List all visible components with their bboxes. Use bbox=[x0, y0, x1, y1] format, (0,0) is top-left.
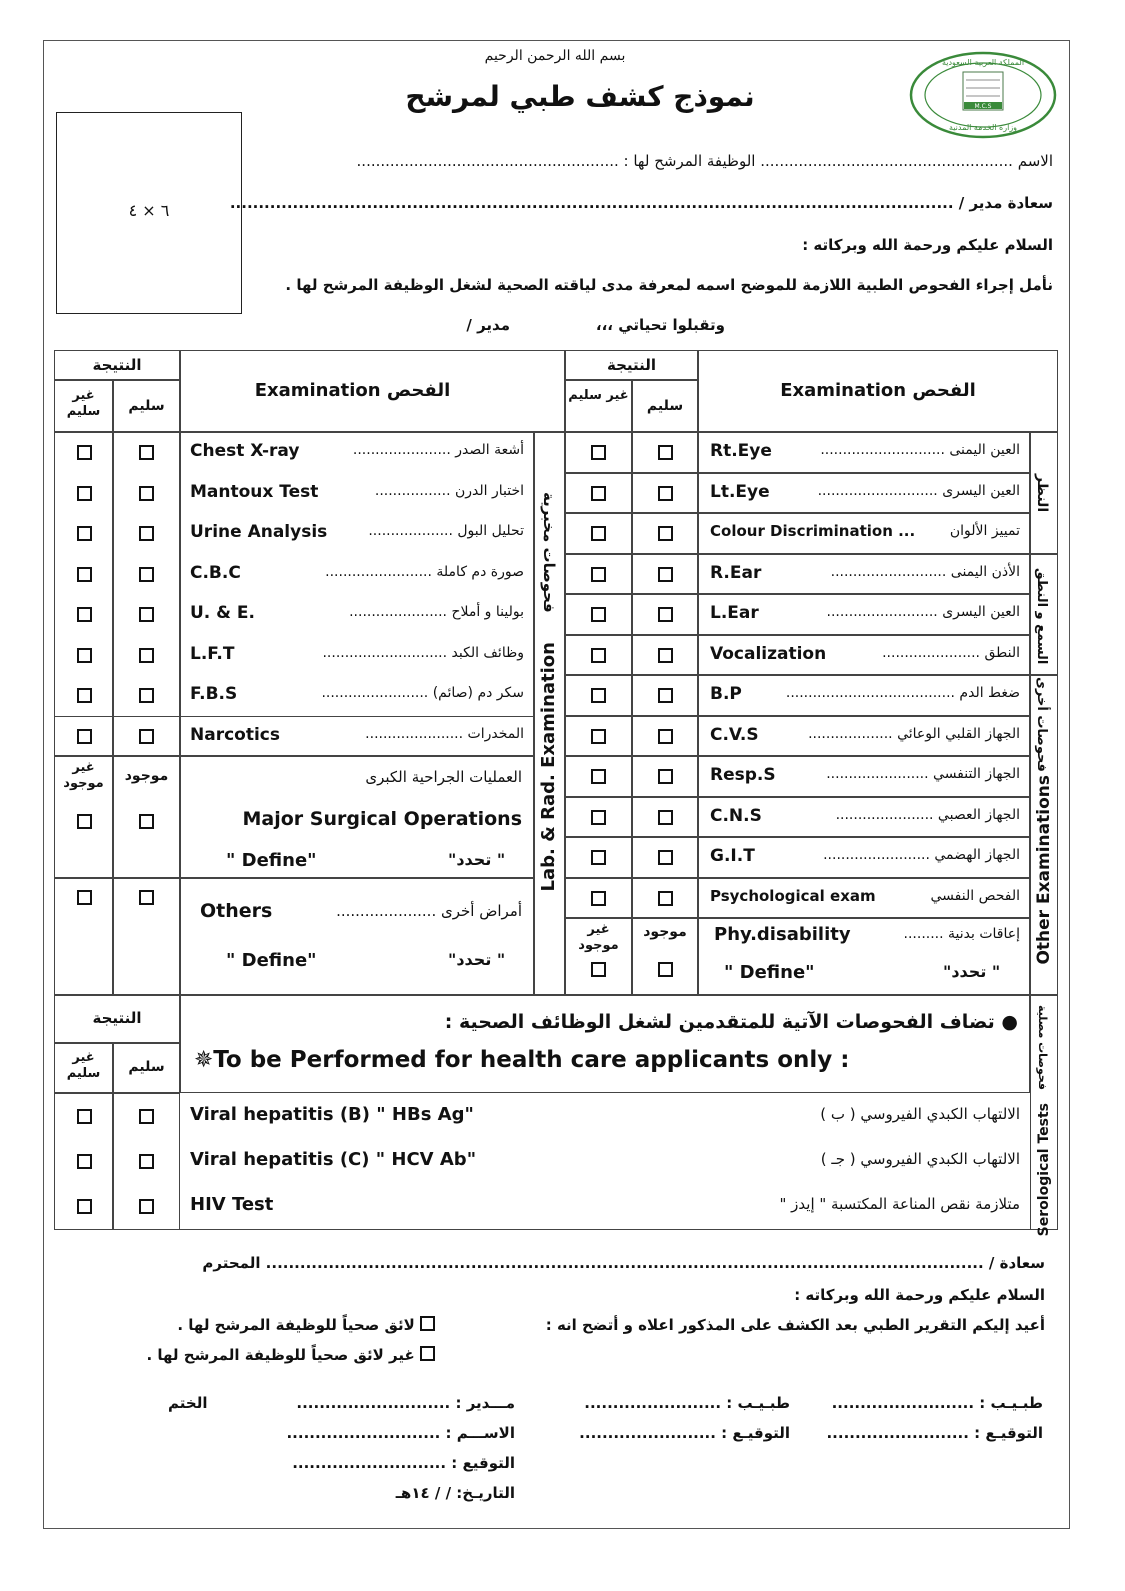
right-abnormal-checkbox[interactable] bbox=[591, 810, 606, 825]
left-result-label: النتيجة bbox=[92, 356, 142, 374]
doctor1-field[interactable]: طبـيـب : ......................... bbox=[831, 1394, 1043, 1412]
surgery-present-checkbox[interactable] bbox=[139, 814, 154, 829]
right-exam-ar: الجهاز العصبي ...................... bbox=[835, 806, 1020, 823]
right-exam-en: Lt.Eye bbox=[710, 481, 770, 502]
surgery-absent-label: غير موجود bbox=[63, 760, 104, 791]
left-exam-en: Chest X-ray bbox=[190, 441, 300, 461]
left-abnormal-label: غير سليم bbox=[66, 388, 101, 419]
sero-abnormal-checkbox[interactable] bbox=[77, 1199, 92, 1214]
right-normal-checkbox[interactable] bbox=[658, 688, 673, 703]
serology-side-label: Serological Tests bbox=[1036, 1103, 1052, 1237]
sero-heading-ar: ● تضاف الفحوصات الآتية للمتقدمين لشغل الوظائف الصحية : bbox=[444, 1011, 1018, 1033]
right-exam-ar: الجهاز التنفسي ....................... bbox=[826, 766, 1020, 782]
right-abnormal-label: غير سليم bbox=[568, 388, 629, 403]
right-abnormal-checkbox[interactable] bbox=[591, 769, 606, 784]
director-sign: مدير / bbox=[466, 316, 510, 334]
other-label-ar: فحوصات أخرى bbox=[1034, 677, 1049, 772]
right-exam-ar: العين اليسرى ......................... bbox=[826, 604, 1020, 620]
right-normal-checkbox[interactable] bbox=[658, 526, 673, 541]
date-field[interactable]: التاريـخ: / / ١٤هـ bbox=[395, 1484, 515, 1502]
left-col-exam bbox=[180, 432, 534, 756]
sign2-field[interactable]: التوقيـع : ........................ bbox=[579, 1424, 790, 1442]
right-normal-checkbox[interactable] bbox=[658, 769, 673, 784]
right-exam-en: G.I.T bbox=[710, 846, 755, 866]
left-exam-ar: سكر دم (صائم) ........................ bbox=[321, 685, 524, 701]
right-exam-ar: الجهاز القلبي الوعائي ................... bbox=[808, 725, 1020, 742]
right-exam-en: Psychological exam bbox=[710, 886, 876, 905]
right-exam-label: Examination الفحص bbox=[780, 380, 976, 401]
left-exam-label: Examination الفحص bbox=[254, 380, 451, 401]
right-exam-en: C.V.S bbox=[710, 724, 759, 745]
fit-label: لائق صحياً للوظيفة المرشح لها . bbox=[177, 1316, 415, 1334]
disability-define-en: " Define" bbox=[724, 962, 815, 983]
right-exam-ar: الجهاز الهضمي ........................ bbox=[823, 847, 1020, 863]
fit-option[interactable] bbox=[177, 1316, 435, 1334]
left-col-nrm bbox=[113, 432, 180, 756]
right-exam-ar: الفحص النفسي bbox=[930, 887, 1020, 904]
sero-normal-checkbox[interactable] bbox=[139, 1154, 154, 1169]
sero-test-en: Viral hepatitis (C) " HCV Ab" bbox=[190, 1149, 477, 1170]
unfit-option[interactable] bbox=[146, 1346, 435, 1364]
photo-size-label: ٦ × ٤ bbox=[128, 201, 170, 220]
left-exam-en: F.B.S bbox=[190, 684, 238, 704]
stamp-label: الختم bbox=[168, 1394, 208, 1412]
disability-present-checkbox[interactable] bbox=[658, 962, 673, 977]
sero-normal-checkbox[interactable] bbox=[139, 1199, 154, 1214]
svg-text:وزارة الخدمة المدنية: وزارة الخدمة المدنية bbox=[948, 123, 1018, 132]
right-abnormal-checkbox[interactable] bbox=[591, 567, 606, 582]
right-normal-checkbox[interactable] bbox=[658, 567, 673, 582]
right-exam-ar: ضغط الدم ...................................... bbox=[785, 685, 1020, 701]
right-normal-checkbox[interactable] bbox=[658, 445, 673, 460]
right-normal-checkbox[interactable] bbox=[658, 729, 673, 744]
others-define-ar: " تحدد" bbox=[448, 950, 506, 969]
left-exam-en: L.F.T bbox=[190, 643, 235, 664]
right-exam-en: Resp.S bbox=[710, 765, 776, 785]
right-abnormal-checkbox[interactable] bbox=[591, 688, 606, 703]
sero-heading-en: ✵To be Performed for health care applicants only : bbox=[194, 1047, 850, 1073]
surgery-define-ar: " تحدد" bbox=[448, 850, 506, 869]
sero-test-ar: الالتهاب الكبدي الفيروسي ( ب ) bbox=[820, 1105, 1020, 1123]
right-abnormal-checkbox[interactable] bbox=[591, 526, 606, 541]
serology-side-label-ar: فحوصات مصلية bbox=[1036, 1005, 1049, 1090]
right-exam-en: C.N.S bbox=[710, 805, 762, 826]
right-exam-ar: تمييز الألوان bbox=[949, 523, 1020, 539]
right-abnormal-checkbox[interactable] bbox=[591, 607, 606, 622]
others-ar: أمراض أخرى ..................... bbox=[336, 902, 522, 920]
sero-result-label: النتيجة bbox=[92, 1009, 142, 1027]
left-exam-ar: بولينا و أملاح ...................... bbox=[349, 604, 524, 620]
surgery-en: Major Surgical Operations bbox=[242, 808, 522, 830]
left-exam-ar: صورة دم كاملة ........................ bbox=[325, 563, 524, 580]
right-normal-checkbox[interactable] bbox=[658, 607, 673, 622]
right-exam-ar: الأذن اليمنى .......................... bbox=[830, 563, 1020, 580]
sero-abnormal-label: غير سليم bbox=[66, 1050, 101, 1081]
regards: وتقبلوا تحياتي ،،، bbox=[595, 316, 725, 334]
sero-test-ar: الالتهاب الكبدي الفيروسي ( جـ ) bbox=[820, 1150, 1020, 1168]
footer-address[interactable]: سعادة / .............................................................................................................................. المحترم bbox=[202, 1254, 1045, 1272]
right-exam-ar: العين اليمنى ............................ bbox=[820, 442, 1020, 458]
unfit-checkbox[interactable] bbox=[420, 1346, 435, 1361]
right-exam-ar: العين اليسرى ........................... bbox=[817, 482, 1020, 499]
left-exam-ar: تحليل البول ................... bbox=[368, 523, 524, 539]
right-abnormal-checkbox[interactable] bbox=[591, 648, 606, 663]
right-normal-checkbox[interactable] bbox=[658, 486, 673, 501]
other-label-en: Other Examinations bbox=[1034, 775, 1054, 965]
right-abnormal-checkbox[interactable] bbox=[591, 850, 606, 865]
photo-box[interactable] bbox=[56, 112, 242, 314]
right-abnormal-checkbox[interactable] bbox=[591, 891, 606, 906]
others-en: Others bbox=[200, 900, 273, 922]
right-exam-en: L.Ear bbox=[710, 603, 759, 623]
manager-name-field[interactable]: الاســـم : ........................... bbox=[286, 1424, 515, 1442]
others-normal-checkbox[interactable] bbox=[139, 890, 154, 905]
name-field-line[interactable]: الاسم ..................................................... الوظيفة المرشح لها : ....................................................... bbox=[356, 152, 1053, 170]
right-normal-checkbox[interactable] bbox=[658, 850, 673, 865]
sero-test-ar: متلازمة نقص المناعة المكتسبة " إيدز " bbox=[779, 1195, 1020, 1213]
left-exam-en: Narcotics bbox=[190, 724, 280, 745]
request-text: نأمل إجراء الفحوص الطبية اللازمة للموضح اسمه لمعرفة مدى لياقته الصحية لشغل الوظيفة المرشح لها . bbox=[285, 276, 1053, 294]
right-exam-en: Vocalization bbox=[710, 643, 827, 664]
sero-normal-checkbox[interactable] bbox=[139, 1109, 154, 1124]
sero-normal-label: سليم bbox=[128, 1059, 165, 1075]
sero-test-en: Viral hepatitis (B) " HBs Ag" bbox=[190, 1104, 474, 1125]
right-normal-checkbox[interactable] bbox=[658, 648, 673, 663]
svg-text:M.C.S: M.C.S bbox=[974, 103, 992, 110]
right-abnormal-checkbox[interactable] bbox=[591, 486, 606, 501]
svg-text:المملكة العربية السعودية: المملكة العربية السعودية bbox=[941, 58, 1025, 67]
right-result-label: النتيجة bbox=[606, 356, 657, 374]
surgery-define-en: " Define" bbox=[226, 850, 317, 871]
lab-section-label: Lab. & Rad. Examination bbox=[538, 642, 559, 892]
sero-abnormal-checkbox[interactable] bbox=[77, 1154, 92, 1169]
surgery-ar: العمليات الجراحية الكبرى bbox=[365, 768, 522, 786]
fit-checkbox[interactable] bbox=[420, 1316, 435, 1331]
director-line[interactable]: سعادة مدير / ............................................................................................................................... bbox=[229, 194, 1053, 212]
footer-greeting: السلام عليكم ورحمة الله وبركاته : bbox=[794, 1286, 1045, 1304]
basmala: بسم الله الرحمن الرحيم bbox=[484, 48, 626, 64]
left-exam-ar: اختبار الدرن ................. bbox=[374, 482, 524, 499]
right-abnormal-checkbox[interactable] bbox=[591, 445, 606, 460]
left-col-abn bbox=[54, 432, 113, 756]
disability-define-ar: " تحدد" bbox=[943, 962, 1001, 981]
vision-label: النظر bbox=[1034, 474, 1050, 513]
sero-test-en: HIV Test bbox=[190, 1194, 274, 1215]
right-abnormal-checkbox[interactable] bbox=[591, 729, 606, 744]
right-exam-ar: النطق ...................... bbox=[882, 644, 1020, 661]
left-exam-ar: المخدرات ...................... bbox=[365, 725, 524, 742]
lab-section-label-ar: فحوصات مخبرية bbox=[540, 492, 558, 613]
sign1-field[interactable]: التوقيـع : ......................... bbox=[826, 1424, 1043, 1442]
right-exam-en: Colour Discrimination ... bbox=[710, 522, 916, 540]
disability-present-label: موجود bbox=[643, 924, 687, 940]
disability-ar: إعاقات بدنية ......... bbox=[903, 926, 1020, 942]
manager-sign-field[interactable]: التوقيع : ........................... bbox=[292, 1454, 515, 1472]
greeting: السلام عليكم ورحمة الله وبركاته : bbox=[802, 236, 1053, 254]
page-title: نموذج كشف طبي لمرشح bbox=[405, 80, 755, 113]
left-exam-en: Mantoux Test bbox=[190, 481, 319, 502]
left-normal-label: سليم bbox=[128, 398, 165, 414]
sero-heading-cell bbox=[180, 995, 1030, 1093]
manager-field[interactable]: مـــدير : ........................... bbox=[296, 1394, 515, 1412]
left-exam-ar: وظائف الكبد ............................ bbox=[322, 644, 524, 661]
unfit-label: غير لائق صحياً للوظيفة المرشح لها . bbox=[146, 1346, 415, 1364]
ministry-logo bbox=[908, 50, 1058, 140]
others-exam bbox=[180, 878, 534, 995]
disability-absent-checkbox[interactable] bbox=[591, 962, 606, 977]
disability-absent-label: غير موجود bbox=[578, 922, 619, 953]
right-normal-checkbox[interactable] bbox=[658, 891, 673, 906]
right-normal-label: سليم bbox=[646, 398, 684, 414]
left-exam-en: Urine Analysis bbox=[190, 522, 328, 542]
doctor2-field[interactable]: طبـيـب : ........................ bbox=[584, 1394, 790, 1412]
right-normal-checkbox[interactable] bbox=[658, 810, 673, 825]
sero-abnormal-checkbox[interactable] bbox=[77, 1109, 92, 1124]
disability-en: Phy.disability bbox=[714, 924, 851, 945]
left-exam-ar: أشعة الصدر ...................... bbox=[352, 442, 524, 458]
hearing-label: السمع و النطق bbox=[1034, 567, 1049, 664]
left-exam-en: C.B.C bbox=[190, 562, 241, 583]
surgery-absent-checkbox[interactable] bbox=[77, 814, 92, 829]
others-abnormal-checkbox[interactable] bbox=[77, 890, 92, 905]
left-exam-en: U. & E. bbox=[190, 603, 255, 623]
right-exam-en: Rt.Eye bbox=[710, 441, 772, 461]
surgery-present-label: موجود bbox=[124, 768, 169, 784]
right-exam-en: B.P bbox=[710, 684, 742, 704]
others-define-en: " Define" bbox=[226, 950, 317, 971]
right-exam-en: R.Ear bbox=[710, 562, 762, 583]
footer-report: أعيد إليكم التقرير الطبي بعد الكشف على المذكور اعلاه و أتضح انه : bbox=[545, 1316, 1045, 1334]
